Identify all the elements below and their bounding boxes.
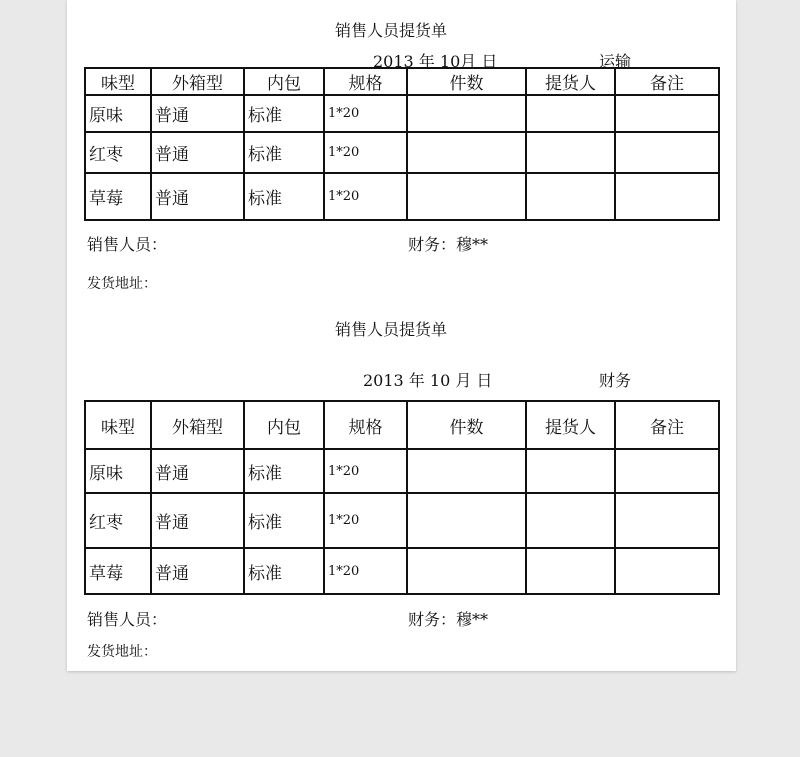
header-cell: 件数	[407, 401, 526, 449]
table-row	[85, 449, 719, 493]
table-row	[85, 493, 719, 548]
header-cell: 提货人	[526, 68, 615, 95]
table-header-row	[85, 68, 719, 95]
quantity-cell[interactable]	[407, 132, 526, 173]
flavor-cell: 原味	[85, 95, 151, 132]
picker-cell[interactable]	[526, 493, 615, 548]
form-2-dept-label: 财务	[599, 371, 632, 390]
header-cell: 内包	[244, 68, 324, 95]
spec-cell: 1*20	[324, 132, 407, 173]
form-2-date-line: 2013 年 10 月 日	[363, 371, 493, 390]
header-cell: 备注	[615, 401, 719, 449]
remarks-cell[interactable]	[615, 493, 719, 548]
form-1-date-line: 2013 年 10月 日	[373, 52, 498, 71]
remarks-cell[interactable]	[615, 449, 719, 493]
flavor-cell: 草莓	[85, 548, 151, 594]
quantity-cell[interactable]	[407, 95, 526, 132]
remarks-cell[interactable]	[615, 95, 719, 132]
carton-cell: 普通	[151, 493, 244, 548]
form-1-salesperson-label: 销售人员：	[87, 235, 168, 254]
form-1-dept-label: 运输	[599, 52, 632, 71]
form-2-address-label: 发货地址：	[87, 644, 157, 660]
spec-cell: 1*20	[324, 449, 407, 493]
flavor-cell: 红枣	[85, 493, 151, 548]
header-cell: 件数	[407, 68, 526, 95]
flavor-cell: 原味	[85, 449, 151, 493]
picker-cell[interactable]	[526, 132, 615, 173]
inner-pack-cell: 标准	[244, 548, 324, 594]
spec-cell: 1*20	[324, 95, 407, 132]
form-1-address-label: 发货地址：	[87, 276, 157, 292]
form-1-table	[84, 67, 720, 221]
inner-pack-cell: 标准	[244, 95, 324, 132]
header-cell: 外箱型	[151, 68, 244, 95]
inner-pack-cell: 标准	[244, 132, 324, 173]
carton-cell: 普通	[151, 449, 244, 493]
table-header-row	[85, 401, 719, 449]
document-page	[67, 0, 736, 671]
header-cell: 外箱型	[151, 401, 244, 449]
spec-cell: 1*20	[324, 173, 407, 220]
quantity-cell[interactable]	[407, 493, 526, 548]
table-row	[85, 548, 719, 594]
header-cell: 备注	[615, 68, 719, 95]
spec-cell: 1*20	[324, 493, 407, 548]
carton-cell: 普通	[151, 173, 244, 220]
table-row	[85, 132, 719, 173]
inner-pack-cell: 标准	[244, 173, 324, 220]
header-cell: 规格	[324, 68, 407, 95]
header-cell: 味型	[85, 68, 151, 95]
carton-cell: 普通	[151, 548, 244, 594]
picker-cell[interactable]	[526, 449, 615, 493]
form-1-title: 销售人员提货单	[335, 21, 448, 40]
flavor-cell: 红枣	[85, 132, 151, 173]
form-2-finance-label: 财务：穆**	[408, 610, 489, 629]
header-cell: 规格	[324, 401, 407, 449]
form-2-table	[84, 400, 720, 595]
header-cell: 内包	[244, 401, 324, 449]
table-row	[85, 173, 719, 220]
form-1-finance-label: 财务：穆**	[408, 235, 489, 254]
picker-cell[interactable]	[526, 95, 615, 132]
spec-cell: 1*20	[324, 548, 407, 594]
carton-cell: 普通	[151, 132, 244, 173]
table-row	[85, 95, 719, 132]
form-2-title: 销售人员提货单	[335, 320, 448, 339]
flavor-cell: 草莓	[85, 173, 151, 220]
inner-pack-cell: 标准	[244, 449, 324, 493]
quantity-cell[interactable]	[407, 449, 526, 493]
quantity-cell[interactable]	[407, 548, 526, 594]
inner-pack-cell: 标准	[244, 493, 324, 548]
remarks-cell[interactable]	[615, 173, 719, 220]
picker-cell[interactable]	[526, 548, 615, 594]
remarks-cell[interactable]	[615, 132, 719, 173]
quantity-cell[interactable]	[407, 173, 526, 220]
carton-cell: 普通	[151, 95, 244, 132]
header-cell: 味型	[85, 401, 151, 449]
remarks-cell[interactable]	[615, 548, 719, 594]
form-2-salesperson-label: 销售人员：	[87, 610, 168, 629]
header-cell: 提货人	[526, 401, 615, 449]
picker-cell[interactable]	[526, 173, 615, 220]
